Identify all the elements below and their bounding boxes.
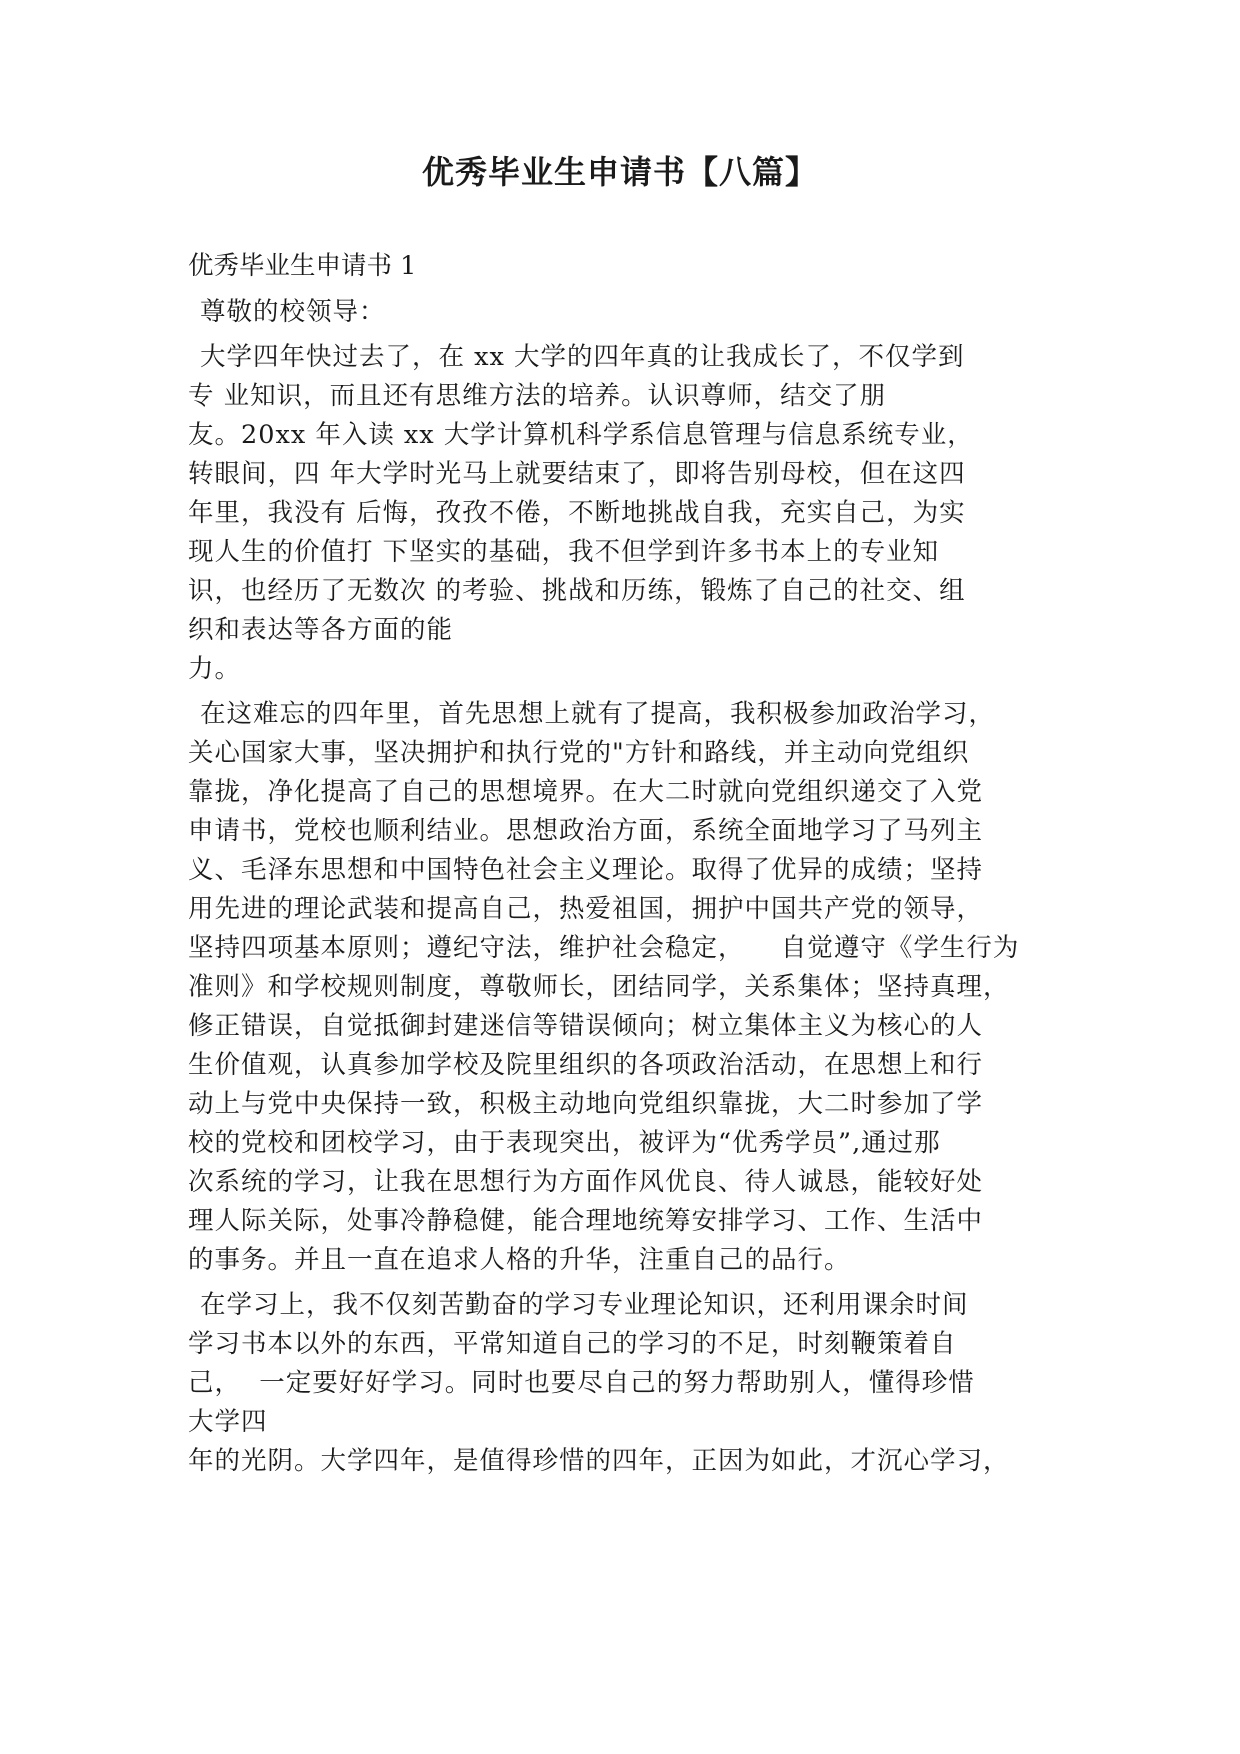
paragraph-line: 生价值观，认真参加学校及院里组织的各项政治活动，在思想上和行 <box>188 1050 984 1080</box>
paragraph-line: 坚持四项基本原则；遵纪守法，维护社会稳定， 自觉遵守《学生行为 <box>188 933 1020 963</box>
section-heading: 优秀毕业生申请书 1 <box>188 251 417 281</box>
salutation: 尊敬的校领导： <box>200 297 386 327</box>
paragraph-line: 织和表达等各方面的能 <box>188 615 454 645</box>
paragraph-line: 学习书本以外的东西，平常知道自己的学习的不足，时刻鞭策着自 <box>188 1329 957 1359</box>
document-title: 优秀毕业生申请书【八篇】 <box>421 153 818 191</box>
paragraph-line: 关心国家大事，坚决拥护和执行党的"方针和路线，并主动向党组织 <box>188 738 970 768</box>
paragraph-line: 动上与党中央保持一致，积极主动地向党组织靠拢，大二时参加了学 <box>188 1089 984 1119</box>
paragraph-line: 大学四 <box>188 1407 268 1437</box>
paragraph-line: 的事务。并且一直在追求人格的升华，注重自己的品行。 <box>188 1245 851 1275</box>
paragraph-line: 己， 一定要好好学习。同时也要尽自己的努力帮助别人，懂得珍惜 <box>188 1368 975 1398</box>
paragraph-line: 在学习上，我不仅刻苦勤奋的学习专业理论知识，还利用课余时间 <box>200 1290 969 1320</box>
paragraph-line: 在这难忘的四年里，首先思想上就有了提高，我积极参加政治学习， <box>200 699 996 729</box>
paragraph-line: 年的光阴。大学四年，是值得珍惜的四年，正因为如此，才沉心学习， <box>188 1446 1010 1476</box>
paragraph-line: 识，也经历了无数次 的考验、挑战和历练，锻炼了自己的社交、组 <box>188 576 966 606</box>
paragraph-line: 义、毛泽东思想和中国特色社会主义理论。取得了优异的成绩；坚持 <box>188 855 984 885</box>
paragraph-line: 力。 <box>188 654 242 684</box>
document-body <box>188 245 1068 1481</box>
paragraph-line: 校的党校和团校学习，由于表现突出，被评为“优秀学员”,通过那 <box>188 1128 941 1158</box>
paragraph-line: 靠拢，净化提高了自己的思想境界。在大二时就向党组织递交了入党 <box>188 777 984 807</box>
paragraph-line: 专 业知识，而且还有思维方法的培养。认识尊师，结交了朋 <box>188 381 887 411</box>
paragraph-line: 大学四年快过去了，在 xx 大学的四年真的让我成长了，不仅学到 <box>200 342 965 372</box>
salutation-paragraph <box>188 293 1068 332</box>
body-paragraph-3 <box>188 1286 1068 1481</box>
paragraph-line: 年里，我没有 后悔，孜孜不倦，不断地挑战自我，充实自己，为实 <box>188 498 966 528</box>
body-paragraph-2 <box>188 695 1068 1280</box>
body-paragraph-1 <box>188 338 1068 689</box>
paragraph-line: 次系统的学习，让我在思想行为方面作风优良、待人诚恳，能较好处 <box>188 1167 984 1197</box>
paragraph-line: 用先进的理论武装和提高自己，热爱祖国，拥护中国共产党的领导， <box>188 894 984 924</box>
paragraph-line: 友。20xx 年入读 xx 大学计算机科学系信息管理与信息系统专业， <box>188 420 974 450</box>
paragraph-line: 理人际关际，处事冷静稳健，能合理地统筹安排学习、工作、生活中 <box>188 1206 984 1236</box>
paragraph-line: 申请书，党校也顺利结业。思想政治方面，系统全面地学习了马列主 <box>188 816 984 846</box>
paragraph-line: 准则》和学校规则制度，尊敬师长，团结同学，关系集体；坚持真理， <box>188 972 1010 1002</box>
paragraph-line: 转眼间，四 年大学时光马上就要结束了，即将告别母校，但在这四 <box>188 459 966 489</box>
paragraph-line: 现人生的价值打 下坚实的基础，我不但学到许多书本上的专业知 <box>188 537 940 567</box>
paragraph-line: 修正错误，自觉抵御封建迷信等错误倾向；树立集体主义为核心的人 <box>188 1011 984 1041</box>
